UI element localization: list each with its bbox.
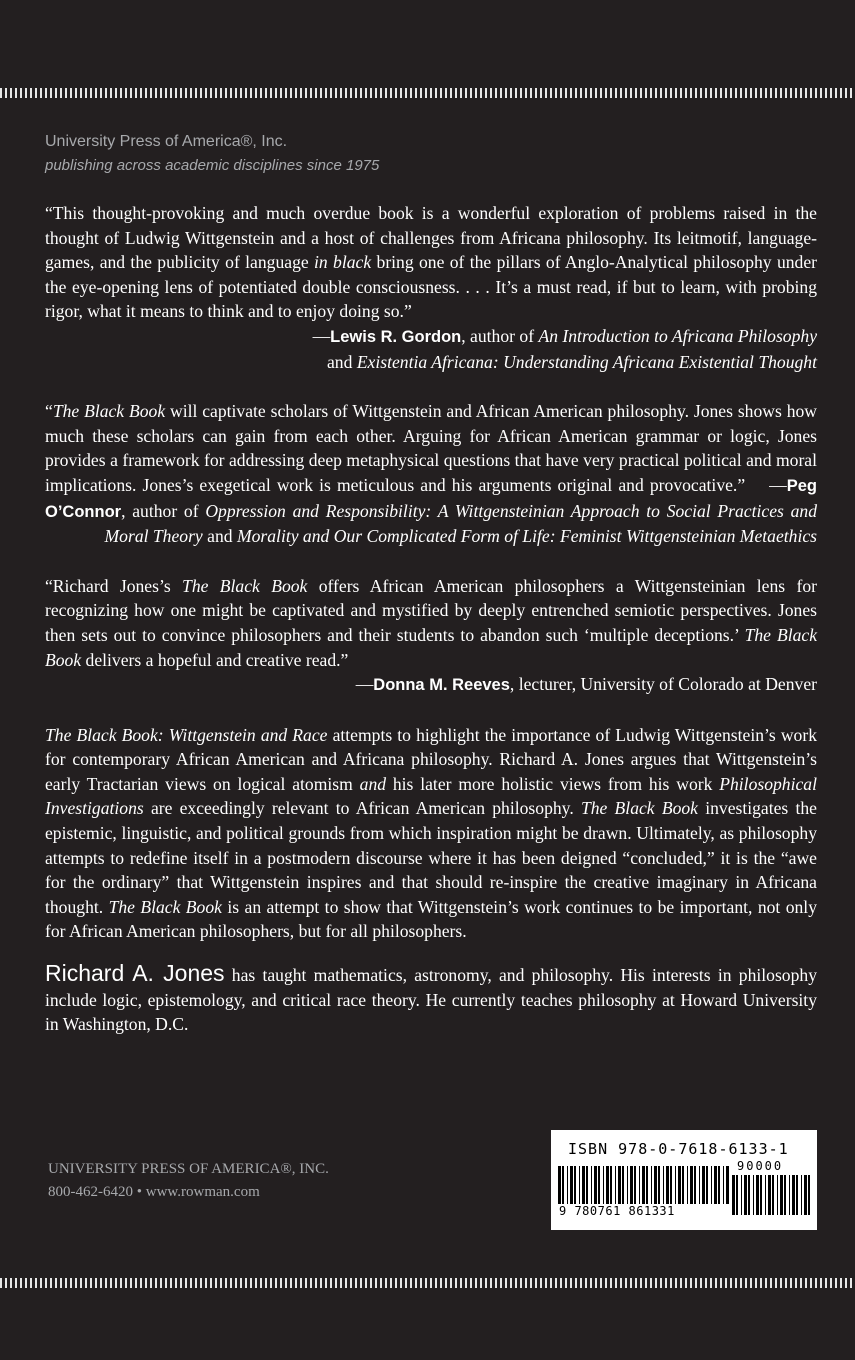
isbn-barcode-box <box>551 1130 817 1230</box>
barcode-bar <box>687 1166 688 1204</box>
barcode-bar <box>736 1175 738 1215</box>
barcode-bar <box>780 1175 783 1215</box>
quote-attribution: —Lewis R. Gordon, author of An Introduction to Africana Philosophy <box>312 325 817 346</box>
barcode-bar <box>744 1175 747 1215</box>
barcode-bar <box>801 1175 802 1215</box>
barcode-bar <box>666 1166 669 1204</box>
barcode-bar <box>618 1166 621 1204</box>
barcode-bar <box>777 1175 778 1215</box>
barcode-bar <box>753 1175 754 1215</box>
barcode-bar <box>574 1166 576 1204</box>
attribution-name: Peg O’Connor <box>45 476 817 521</box>
barcode-bar <box>591 1166 592 1204</box>
back-cover-content <box>45 201 817 1037</box>
barcode-bar <box>598 1166 600 1204</box>
barcode-bar <box>594 1166 597 1204</box>
barcode-bar <box>748 1175 750 1215</box>
price-code: 90000 <box>737 1159 784 1173</box>
quote-attribution-line2: and Existentia Africana: Understanding Africana Existential Thought <box>327 351 817 372</box>
author-name: Richard A. Jones <box>45 960 225 987</box>
barcode-bar <box>630 1166 633 1204</box>
barcode-bar <box>789 1175 790 1215</box>
barcode-bar <box>741 1175 742 1215</box>
barcode-bar <box>726 1166 729 1204</box>
barcode-bar <box>586 1166 588 1204</box>
attribution-work: An Introduction to Africana Philosophy <box>538 325 817 346</box>
barcode-bar <box>582 1166 585 1204</box>
barcode-bar <box>718 1166 720 1204</box>
barcode-bar <box>804 1175 807 1215</box>
barcode-bar <box>772 1175 774 1215</box>
barcode-bar <box>579 1166 580 1204</box>
barcode-bar <box>702 1166 705 1204</box>
barcode-bar <box>784 1175 786 1215</box>
quote-attribution: —Donna M. Reeves, lecturer, University of Colorado at Denver <box>355 674 817 695</box>
attribution-work: Morality and Our Complicated Form of Life: Feminist Wittgensteinian Metaethics <box>236 526 817 547</box>
barcode-bar <box>792 1175 795 1215</box>
attribution-name: Lewis R. Gordon <box>330 327 462 346</box>
bottom-decorative-border <box>0 1278 855 1288</box>
quote-gordon <box>45 201 817 374</box>
barcode-bar <box>603 1166 604 1204</box>
barcode-bar <box>567 1166 568 1204</box>
barcode-bar <box>706 1166 708 1204</box>
quote-reeves <box>45 574 817 698</box>
bio-text: Richard A. Jones has taught mathematics, astronomy, and philosophy. His interests in philosophy include logic, epistemology, and critical race theory. He currently teaches philosophy at Howard University in Washington, D.C. <box>45 960 817 1035</box>
barcode-bar <box>654 1166 657 1204</box>
barcode-bar <box>760 1175 762 1215</box>
barcode-bar <box>562 1166 564 1204</box>
barcode-bar <box>678 1166 681 1204</box>
book-description <box>45 723 817 944</box>
quote-text: “Richard Jones’s The Black Book offers African American philosophers a Wittgensteinian lens for recognizing how one might be captivated and mystified by deeply entrenched semiotic perspectives. Jones then sets out to convince philosophers and their students to abandon such ‘multiple deceptions.’ The Black Book delivers a hopeful and creative read.” <box>45 575 818 670</box>
barcode-bar <box>651 1166 652 1204</box>
barcode-bar <box>670 1166 672 1204</box>
barcode-bar <box>627 1166 628 1204</box>
publisher-name: UNIVERSITY PRESS OF AMERICA®, INC. <box>48 1161 329 1177</box>
press-tagline: publishing across academic disciplines since 1975 <box>45 157 380 174</box>
barcode-bar <box>694 1166 696 1204</box>
isbn-number: ISBN 978-0-7618-6133-1 <box>568 1140 789 1158</box>
barcode-bar <box>714 1166 717 1204</box>
barcode-bar <box>756 1175 759 1215</box>
barcode-bar <box>765 1175 766 1215</box>
quote-text: “This thought-provoking and much overdue book is a wonderful exploration of problems raised in the thought of Ludwig Wittgenstein and a host of challenges from Africana philosophy. Its leitmotif, language-games, and the publicity of language in black bring one of the pillars of Anglo-Analytical philosophy under the eye-opening lens of potentiated double consciousness. . . . It’s a must read, if but to learn, with probing rigor, what it means to think and to enjoy doing so.” <box>45 203 818 322</box>
barcode-bar <box>732 1175 735 1215</box>
press-name: University Press of America®, Inc. <box>45 133 288 150</box>
quote-oconnor <box>45 399 817 549</box>
barcode-bar <box>658 1166 660 1204</box>
ean-digits: 9 780761 861331 <box>559 1204 675 1218</box>
attribution-name: Donna M. Reeves <box>373 676 510 695</box>
barcode-bar <box>711 1166 712 1204</box>
barcode-bar <box>646 1166 648 1204</box>
ean-barcode <box>557 1166 729 1204</box>
barcode-bar <box>699 1166 700 1204</box>
price-barcode <box>731 1175 811 1215</box>
barcode-bar <box>663 1166 664 1204</box>
attribution-work: Existentia Africana: Understanding Africana Existential Thought <box>356 351 817 372</box>
barcode-bar <box>606 1166 609 1204</box>
description-text: The Black Book: Wittgenstein and Race attempts to highlight the importance of Ludwig Wittgenstein’s work for contemporary African American and Africana philosophy. Richard A. Jones argues that Wittgenstein’s early Tractarian views on logical atomism and his later more holistic views from his work Philosophical Investigations are exceedingly relevant to African American philosophy. The Black Book investigates the epistemic, linguistic, and political grounds from which inspiration might be drawn. Ultimately, as philosophy attempts to redefine itself in a postmodern discourse where it has been deigned “concluded,” it is the “awe for the ordinary” that Wittgenstein inspires and that should re-inspire the creative imaginary in Africana thought. The Black Book is an attempt to show that Wittgenstein’s work continues to be important, not only for African American philosophers, but for all philosophers. <box>45 724 817 942</box>
barcode-bar <box>796 1175 798 1215</box>
barcode-bar <box>622 1166 624 1204</box>
barcode-bar <box>642 1166 645 1204</box>
attribution-work: Oppression and Responsibility: A Wittgensteinian Approach to Social Practices and Moral Theory <box>104 500 818 547</box>
barcode-bar <box>690 1166 693 1204</box>
barcode-bar <box>610 1166 612 1204</box>
barcode-bar <box>675 1166 676 1204</box>
press-header <box>45 130 379 178</box>
barcode-bar <box>682 1166 684 1204</box>
barcode-bar <box>723 1166 724 1204</box>
barcode-bar <box>634 1166 636 1204</box>
quote-text: “The Black Book will captivate scholars of Wittgenstein and African American philosophy. Jones shows how much these scholars can gain from each other. Arguing for African American grammar or logic, Jones provides a framework for addressing deep metaphysical questions that have very practical political and moral implications. Jones’s exegetical work is meticulous and his arguments original and provocative.” —Peg O’Connor, author of Oppression and Responsibility: A Wittgensteinian Approach to Social Practices and Moral Theory and Morality and Our Complicated Form of Life: Feminist Wittgensteinian Metaethics <box>45 401 818 547</box>
publisher-contact: 800-462-6420 • www.rowman.com <box>48 1184 260 1200</box>
barcode-bar <box>808 1175 810 1215</box>
barcode-bar <box>570 1166 573 1204</box>
publisher-footer <box>48 1158 329 1204</box>
barcode-bar <box>639 1166 640 1204</box>
barcode-bar <box>615 1166 616 1204</box>
author-bio <box>45 961 817 1037</box>
top-decorative-border <box>0 88 855 98</box>
barcode-bar <box>768 1175 771 1215</box>
barcode-bar <box>558 1166 561 1204</box>
